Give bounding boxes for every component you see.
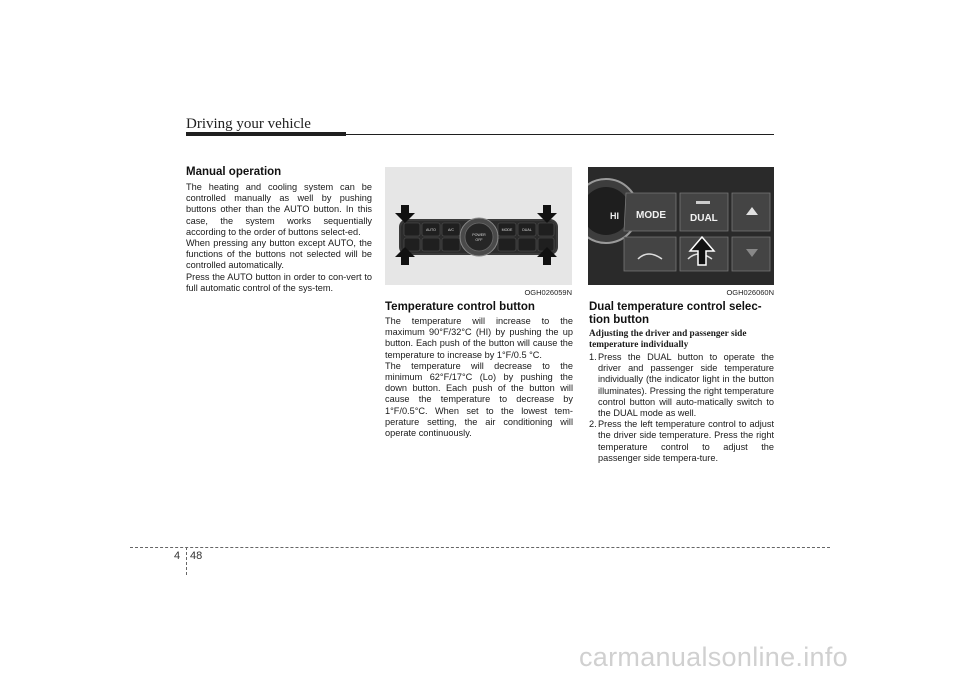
heading-line: tion button (589, 314, 650, 326)
paragraph: The temperature will increase to the maximum 90°F/32°C (HI) by pushing the up button. Each push of the button will cause the temperature to increase by 1°F/0.5 °C. (385, 316, 573, 360)
dual-button-illustration (588, 167, 774, 285)
section-heading-dual-temperature (589, 301, 774, 327)
dual-label: DUAL (522, 228, 532, 232)
climate-panel-photo-1 (385, 167, 572, 285)
column-manual-operation (186, 166, 372, 294)
step-number: 1. (589, 352, 597, 362)
footer-rule (130, 547, 830, 548)
chapter-number: 4 (174, 550, 181, 562)
column-temperature-control (385, 301, 573, 439)
mode-label: MODE (501, 228, 513, 232)
svg-text:OFF: OFF (475, 238, 483, 242)
steps-list (589, 352, 774, 464)
subheading-line: Adjusting the driver and passenger side (589, 329, 747, 339)
section-heading-manual-operation: Manual operation (186, 166, 282, 178)
header-accent-bar (186, 132, 346, 136)
header-rule (346, 134, 774, 135)
heading-line: Dual temperature control selec- (589, 301, 762, 313)
dual-label-2: DUAL (690, 213, 718, 224)
page-number: 48 (190, 550, 203, 562)
climate-panel-photo-2 (588, 167, 774, 285)
running-header-title: Driving your vehicle (186, 116, 311, 132)
knob-power-label: POWER (472, 233, 486, 237)
step-number: 2. (589, 419, 597, 430)
image-caption-1: OGH026059N (524, 288, 572, 297)
paragraph: Press the AUTO button in order to con-vert to full automatic control of the sys-tem. (186, 271, 372, 293)
footer-divider (186, 547, 187, 575)
section-heading-temperature-control: Temperature control button (385, 301, 535, 313)
climate-panel-illustration (385, 167, 572, 285)
section-body-temperature-control (385, 316, 573, 439)
section-body-manual-operation (186, 182, 372, 294)
auto-label: AUTO (426, 228, 436, 232)
paragraph: The temperature will decrease to the minimum 62°F/17°C (Lo) by pushing the down button. Each push of the button will cause the temperature to decrease by 1°F/0.5°C. When set to the lowest tem-perature setting, the air conditioning will operate continuously. (385, 360, 573, 439)
mode-label-2: MODE (636, 210, 666, 221)
list-item (589, 352, 774, 419)
subheading-adjusting (589, 329, 774, 351)
subheading-line: temperature individually (589, 340, 689, 350)
watermark: carmanualsonline.info (579, 642, 848, 672)
hi-label: HI (610, 211, 619, 221)
column-dual-temperature (589, 301, 774, 464)
list-item (589, 419, 774, 464)
image-caption-2: OGH026060N (726, 288, 774, 297)
paragraph: When pressing any button except AUTO, the functions of the buttons not selected will be controlled automatically. (186, 238, 372, 271)
step-text: Press the DUAL button to operate the driver and passenger side temperature individually (the indicator light in the button illuminates). Pressing the right temperature control button will auto-matically switch to the DUAL mode as well. (598, 352, 774, 419)
step-text: Press the left temperature control to adjust the driver side temperature. Press the right temperature control to adjust the passenger side tempera-ture. (598, 419, 774, 463)
paragraph: The heating and cooling system can be controlled manually as well by pushing buttons other than the AUTO button. In this case, the system works sequentially according to the order of buttons select-ed. (186, 182, 372, 237)
ac-label: A/C (448, 228, 454, 232)
